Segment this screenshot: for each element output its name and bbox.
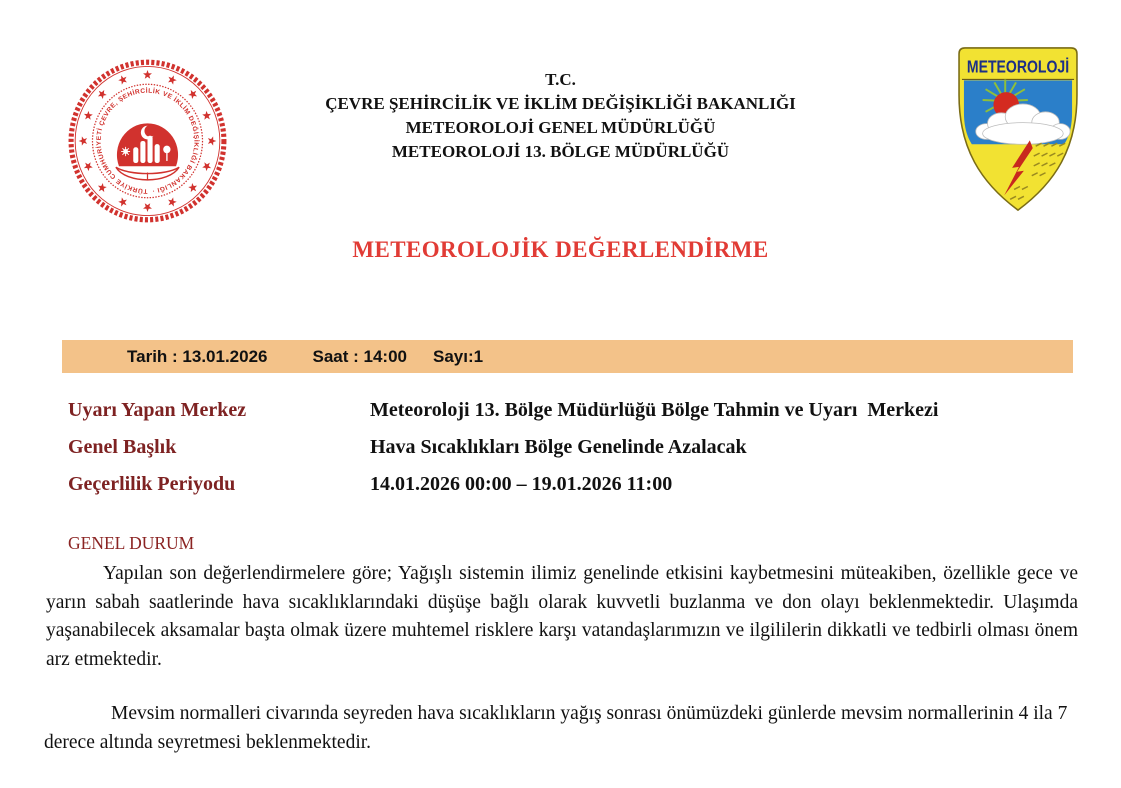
date-info-bar xyxy=(62,340,1073,373)
detail-value: Meteoroloji 13. Bölge Müdürlüğü Bölge Tahmin ve Uyarı Merkezi xyxy=(370,399,939,421)
letterhead-directorate: METEOROLOJİ GENEL MÜDÜRLÜĞÜ xyxy=(405,118,716,137)
date-field: Tarih : 13.01.2026 xyxy=(127,346,268,366)
seal-center-emblem xyxy=(116,123,179,179)
temperature-outlook-paragraph: Mevsim normalleri civarında seyreden hava sıcaklıkların yağış sonrası önümüzdeki günlerde mevsim normallerinin 4 ila 7 derece altında seyretmesi beklenmektedir. xyxy=(44,703,1068,753)
ministry-seal-icon xyxy=(66,57,229,225)
detail-label: Uyarı Yapan Merkez xyxy=(68,399,247,421)
detail-label: Genel Başlık xyxy=(68,436,177,458)
document-title: METEOROLOJİK DEĞERLENDİRME xyxy=(352,237,769,262)
letterhead-tc: T.C. xyxy=(545,70,576,89)
number-field: Sayı:1 xyxy=(433,346,484,366)
letterhead-ministry: ÇEVRE ŞEHİRCİLİK VE İKLİM DEĞİŞİKLİĞİ BAKANLIĞI xyxy=(325,94,796,113)
letterhead xyxy=(230,68,891,164)
detail-row-validity-period xyxy=(68,466,1074,503)
detail-row-warning-center xyxy=(68,392,1074,429)
detail-value: Hava Sıcaklıkları Bölge Genelinde Azalacak xyxy=(370,436,747,458)
section-heading-genel-durum: GENEL DURUM xyxy=(68,533,195,553)
letterhead-regional: METEOROLOJİ 13. BÖLGE MÜDÜRLÜĞÜ xyxy=(391,142,730,161)
time-field: Saat : 14:00 xyxy=(312,346,407,366)
seal-ring-text: TÜRKİYE CUMHURİYETİ ÇEVRE, ŞEHİRCİLİK VE İKLİM DEĞİŞİKLİĞİ BAKANLIĞI · xyxy=(95,87,200,195)
general-situation-paragraph: Yapılan son değerlendirmelere göre; Yağışlı sistemin ilimiz genelinde etkisini kaybetmesini müteakiben, özellikle gece ve yarın sabah saatlerinde hava sıcaklıklarındaki düşüşe bağlı olarak kuvvetli buzlanma ve don olayı beklenmektedir. Ulaşımda yaşanabilecek aksamalar başta olmak üzere muhtemel risklere karşı vatandaşlarımızın ve ilgililerin dikkatli ve tedbirli olması önem arz etmektedir. xyxy=(46,563,1078,670)
detail-rows xyxy=(68,392,1074,503)
detail-row-general-title xyxy=(68,429,1074,466)
shield-title-text: METEOROLOJİ xyxy=(966,56,1070,77)
detail-label: Geçerlilik Periyodu xyxy=(68,473,236,495)
meteoroloji-shield-icon xyxy=(948,44,1088,216)
detail-value: 14.01.2026 00:00 – 19.01.2026 11:00 xyxy=(370,473,673,495)
